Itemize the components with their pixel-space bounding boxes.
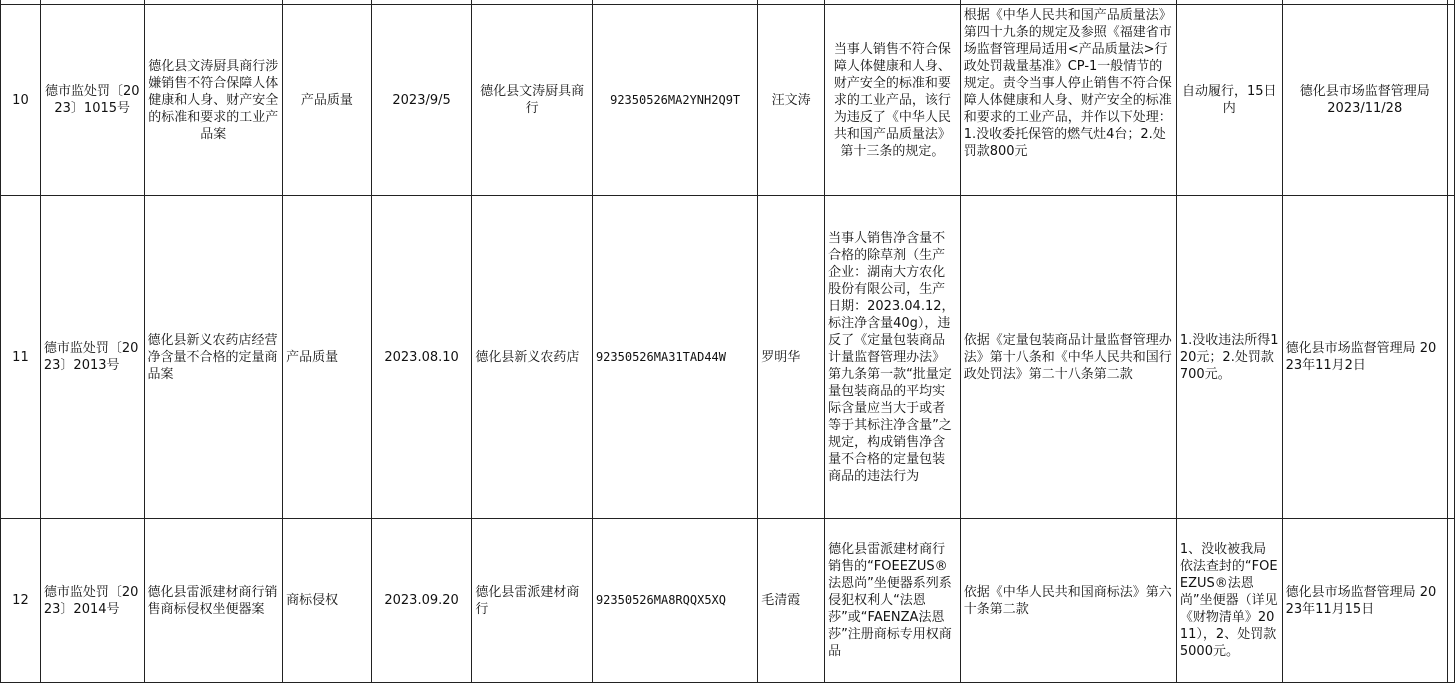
issuing-authority: 德化县市场监督管理局 2023年11月2日 (1282, 196, 1447, 519)
decision-date: 2023.09.20 (371, 519, 472, 683)
table-row (1, 519, 1455, 683)
party-name: 德化县文涛厨具商行 (472, 5, 593, 196)
document-number: 德市监处罚〔2023〕2014号 (40, 519, 144, 683)
violation-type: 商标侵权 (283, 519, 372, 683)
legal-representative: 毛清霞 (758, 519, 825, 683)
penalty-basis: 依据《定量包装商品计量监督管理办法》第十八条和《中华人民共和国行政处罚法》第二十八条第二款 (960, 196, 1176, 519)
table-row (1, 5, 1455, 196)
issuing-authority: 德化县市场监督管理局 2023/11/28 (1282, 5, 1447, 196)
violation-type: 产品质量 (283, 5, 372, 196)
case-name: 德化县雷派建材商行销售商标侵权坐便器案 (144, 519, 283, 683)
violation-facts: 当事人销售不符合保障人体健康和人身、财产安全的标准和要求的工业产品，该行为违反了《中华人民共和国产品质量法》第十三条的规定。 (825, 5, 961, 196)
penalty-basis: 依据《中华人民共和国商标法》第六十条第二款 (960, 519, 1176, 683)
party-name: 德化县雷派建材商行 (472, 519, 593, 683)
penalty-result: 1、没收被我局依法查封的“FOEEZUS®法恩尚”坐便器（详见《财物清单》2011），2、处罚款5000元。 (1176, 519, 1282, 683)
party-name: 德化县新义农药店 (472, 196, 593, 519)
penalty-basis: 根据《中华人民共和国产品质量法》第四十九条的规定及参照《福建省市场监督管理局适用<产品质量法>行政处罚裁量基准》CP-1一般情节的规定。责令当事人停止销售不符合保障人体健康和人身、财产安全的标准和要求的工业产品，并作以下处理：1.没收委托保管的燃气灶4台；2.处罚款800元 (960, 5, 1176, 196)
row-number: 11 (1, 196, 41, 519)
credit-code: 92350526MA8RQQX5XQ (592, 519, 757, 683)
decision-date: 2023/9/5 (371, 5, 472, 196)
row-number: 12 (1, 519, 41, 683)
issuing-authority: 德化县市场监督管理局 2023年11月15日 (1282, 519, 1447, 683)
penalty-result: 自动履行，15日内 (1176, 5, 1282, 196)
violation-facts: 德化县雷派建材商行销售的“FOEEZUS®法恩尚”坐便器系列系侵犯权利人“法恩莎”或“FAENZA法恩莎”注册商标专用权商品 (825, 519, 961, 683)
document-number: 德市监处罚〔2023〕1015号 (40, 5, 144, 196)
penalty-result: 1.没收违法所得120元；2.处罚款700元。 (1176, 196, 1282, 519)
legal-representative: 汪文涛 (758, 5, 825, 196)
case-name: 德化县新义农药店经营净含量不合格的定量商品案 (144, 196, 283, 519)
legal-representative: 罗明华 (758, 196, 825, 519)
table-row (1, 196, 1455, 519)
case-name: 德化县文涛厨具商行涉嫌销售不符合保障人体健康和人身、财产安全的标准和要求的工业产品案 (144, 5, 283, 196)
credit-code: 92350526MA2YNH2Q9T (592, 5, 757, 196)
document-number: 德市监处罚〔2023〕2013号 (40, 196, 144, 519)
violation-facts: 当事人销售净含量不合格的除草剂（生产企业：湖南大方农化股份有限公司，生产日期：2023.04.12，标注净含量40g），违反了《定量包装商品计量监督管理办法》第九条第一款“批量定量包装商品的平均实际含量应当大于或者等于其标注净含量”之规定，构成销售净含量不合格的定量包装商品的违法行为 (825, 196, 961, 519)
decision-date: 2023.08.10 (371, 196, 472, 519)
row-number: 10 (1, 5, 41, 196)
violation-type: 产品质量 (283, 196, 372, 519)
credit-code: 92350526MA31TAD44W (592, 196, 757, 519)
